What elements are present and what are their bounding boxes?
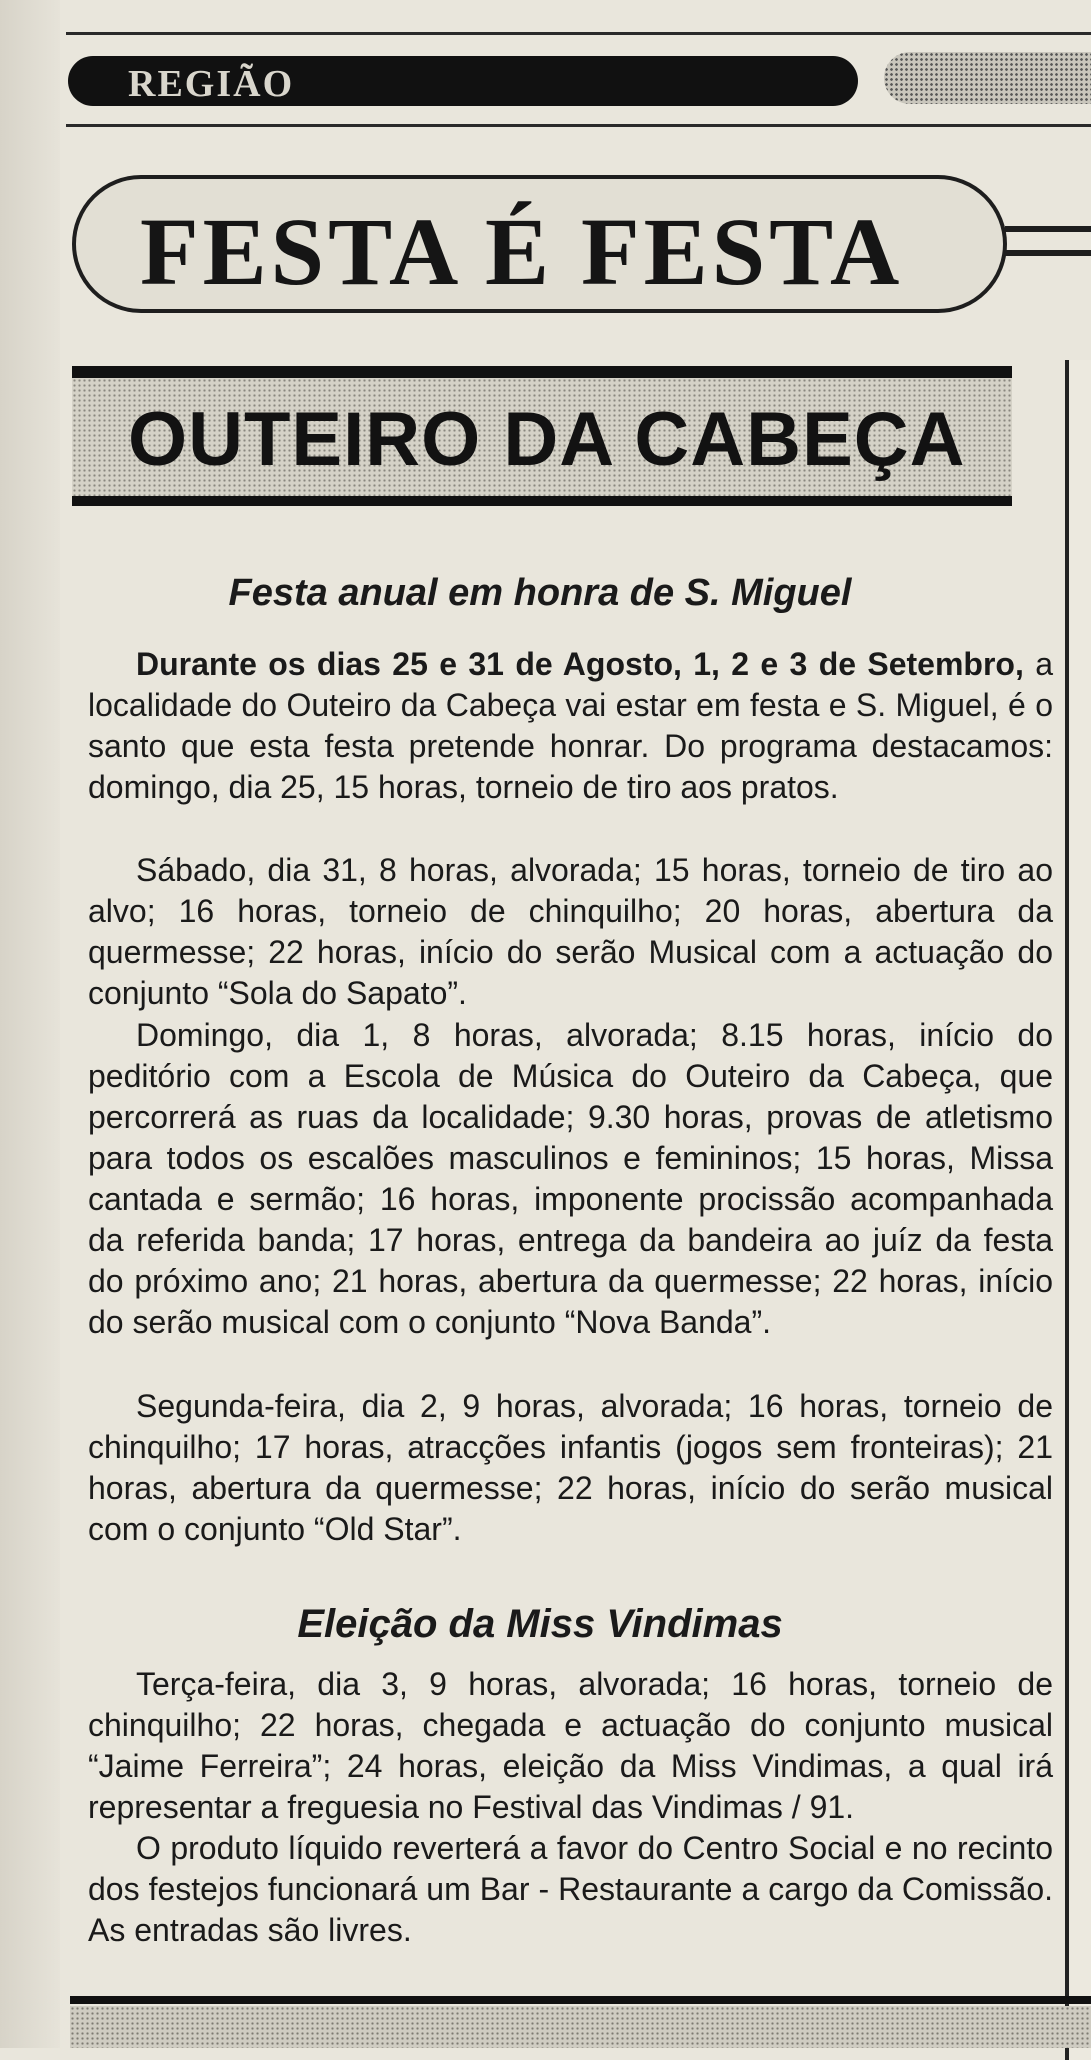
miss-vindimas-subheading: Eleição da Miss Vindimas bbox=[297, 1602, 783, 1646]
paragraph-monday: Segunda-feira, dia 2, 9 horas, alvorada; 16 horas, torneio de chinquilho; 17 horas, atracções infantis (jogos sem fronteiras); 21 horas, abertura da quermesse; 22 horas, início do serão musical com o conjunto “Old Star”. bbox=[88, 1388, 1053, 1547]
top-rule bbox=[66, 32, 1091, 35]
halftone-ornament bbox=[884, 52, 1091, 104]
bottom-halftone bbox=[70, 2006, 1091, 2048]
paragraph-closing: O produto líquido reverterá a favor do Centro Social e no recinto dos festejos funcionará um Bar - Restaurante a cargo da Comissão. As entradas são livres. bbox=[88, 1830, 1053, 1948]
page-edge bbox=[0, 0, 60, 2048]
paragraph-text: a localidade do Outeiro da Cabeça vai estar em festa e S. Miguel, é o santo que esta festa pretende honrar. Do programa destacamos: domingo, dia 25, 15 horas, torneio de tiro aos pratos. bbox=[88, 646, 1054, 805]
headline-bottom-rule bbox=[72, 496, 1012, 506]
section-rule bbox=[66, 124, 1091, 127]
paragraph-intro bbox=[88, 644, 1053, 808]
banner-tail-rule bbox=[1005, 226, 1091, 232]
banner-tail-rule bbox=[1005, 250, 1091, 256]
article-subheading: Festa anual em honra de S. Miguel bbox=[228, 572, 852, 614]
paragraph-saturday: Sábado, dia 31, 8 horas, alvorada; 15 horas, torneio de tiro ao alvo; 16 horas, torneio de chinquilho; 20 horas, abertura da quermesse; 22 horas, início do serão Musical com a actuação do conjunto “Sola do Sapato”. bbox=[88, 852, 1053, 1011]
bottom-rule bbox=[70, 1996, 1091, 2004]
adjacent-column-rule bbox=[1065, 360, 1091, 2060]
section-label: REGIÃO bbox=[128, 63, 295, 105]
headline-top-rule bbox=[72, 366, 1012, 378]
paragraph-lead: Durante os dias 25 e 31 de Agosto, 1, 2 e 3 de Setembro, bbox=[136, 646, 1024, 682]
paragraph-tuesday: Terça-feira, dia 3, 9 horas, alvorada; 16 horas, torneio de chinquilho; 22 horas, chegada e actuação do conjunto musical “Jaime Ferreira”; 24 horas, eleição da Miss Vindimas, a qual irá representar a freguesia no Festival das Vindimas / 91. bbox=[88, 1666, 1053, 1825]
paragraph-sunday: Domingo, dia 1, 8 horas, alvorada; 8.15 horas, início do peditório com a Escola de Música do Outeiro da Cabeça, que percorrerá as ruas da localidade; 9.30 horas, provas de atletismo para todos os escalões masculinos e femininos; 15 horas, Missa cantada e sermão; 16 horas, imponente procissão acompanhada da referida banda; 17 horas, entrega da bandeira ao juíz da festa do próximo ano; 21 horas, abertura da quermesse; 22 horas, início do serão musical com o conjunto “Nova Banda”. bbox=[88, 1017, 1053, 1340]
banner-title: FESTA É FESTA bbox=[140, 198, 904, 305]
article-headline: OUTEIRO DA CABEÇA bbox=[128, 397, 966, 482]
